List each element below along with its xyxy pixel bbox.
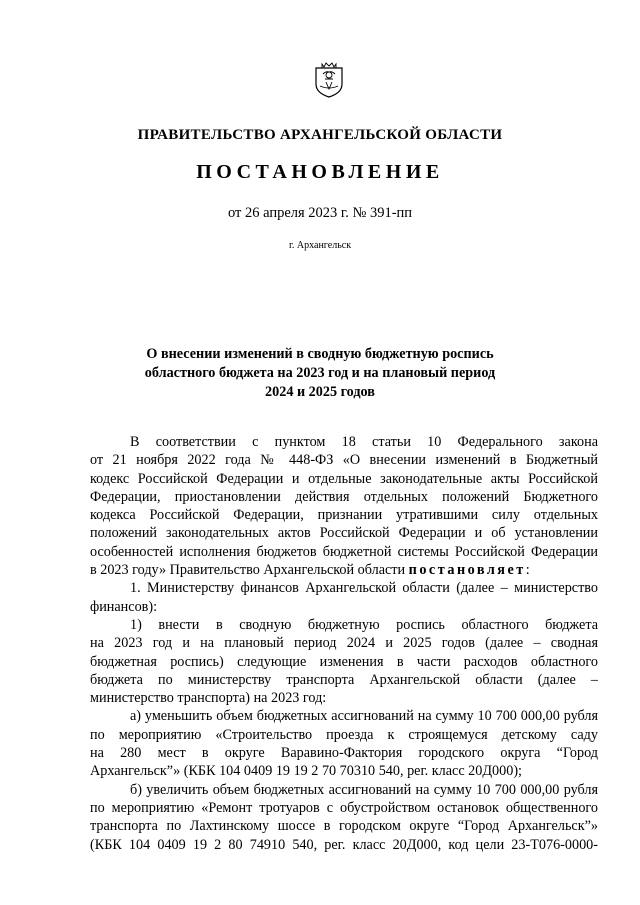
government-title: ПРАВИТЕЛЬСТВО АРХАНГЕЛЬСКОЙ ОБЛАСТИ bbox=[137, 127, 503, 143]
document-date-number: от 26 апреля 2023 г. № 391-пп bbox=[227, 205, 413, 221]
body-line: Архангельск”» (КБК 104 0409 19 19 2 70 70310 540, рег. класс 20Д000); bbox=[90, 763, 522, 780]
body-line: кодекса Российской Федерации, признании утратившими силу отдельных bbox=[90, 507, 598, 524]
body-line: бюджета по министерству транспорта Архангельской области (далее – bbox=[90, 671, 598, 688]
body-line: министерство транспорта) на 2023 год: bbox=[90, 690, 327, 707]
body-line: на 2023 год и на плановый период 2024 и 2025 годов (далее – сводная bbox=[90, 635, 598, 652]
coat-of-arms-icon bbox=[314, 60, 344, 98]
document-body bbox=[90, 433, 598, 854]
document-type: ПОСТАНОВЛЕНИЕ bbox=[196, 161, 444, 183]
body-line: (КБК 104 0409 19 2 80 74910 540, рег. класс 20Д000, код цели 23-Т076-0000- bbox=[90, 836, 598, 853]
body-line: 1. Министерству финансов Архангельской области (далее – министерство bbox=[130, 580, 598, 597]
document-city: г. Архангельск bbox=[288, 240, 352, 251]
resolves-word: постановляет bbox=[408, 562, 526, 579]
document-subject bbox=[120, 345, 520, 402]
subject-line: 2024 и 2025 годов bbox=[265, 384, 375, 400]
body-line: кодекс Российской Федерации и отдельные законодательные акты Российской bbox=[90, 470, 598, 487]
body-line: от 21 ноября 2022 года № 448-ФЗ «О внесении изменений в Бюджетный bbox=[90, 452, 598, 469]
body-line: 1) внести в сводную бюджетную роспись областного бюджета bbox=[130, 616, 598, 633]
body-line: транспорта по Лахтинскому шоссе в городском округе “Город Архангельск”» bbox=[90, 818, 598, 835]
subject-line: О внесении изменений в сводную бюджетную роспись bbox=[146, 346, 494, 362]
preamble-end: в 2023 году» Правительство Архангельской области bbox=[90, 562, 406, 579]
subject-line: областного бюджета на 2023 год и на плановый период bbox=[144, 365, 496, 381]
resolves-colon: : bbox=[525, 562, 530, 579]
body-line: а) уменьшить объем бюджетных ассигнований на сумму 10 700 000,00 рубля bbox=[130, 708, 598, 725]
body-line: положений законодательных актов Российской Федерации и об установлении bbox=[90, 525, 598, 542]
body-line: финансов): bbox=[90, 598, 158, 615]
body-line-resolution bbox=[90, 561, 598, 579]
body-line: В соответствии с пунктом 18 статьи 10 Федерального закона bbox=[130, 434, 598, 450]
body-line: бюджетная роспись) следующие изменения в части расходов областного bbox=[90, 653, 598, 670]
body-line: на 280 мест в округе Варавино-Фактория городского округа “Город bbox=[90, 745, 598, 762]
body-line: особенностей исполнения бюджетов бюджетной системы Российской Федерации bbox=[90, 543, 598, 560]
body-line: Федерации, приостановлении действия отдельных положений Бюджетного bbox=[90, 488, 598, 505]
body-line: по мероприятию «Строительство проезда к строящемуся детскому саду bbox=[90, 726, 598, 743]
body-line: б) увеличить объем бюджетных ассигнований на сумму 10 700 000,00 рубля bbox=[130, 781, 598, 798]
body-line: по мероприятию «Ремонт тротуаров с обустройством остановок общественного bbox=[90, 799, 598, 816]
